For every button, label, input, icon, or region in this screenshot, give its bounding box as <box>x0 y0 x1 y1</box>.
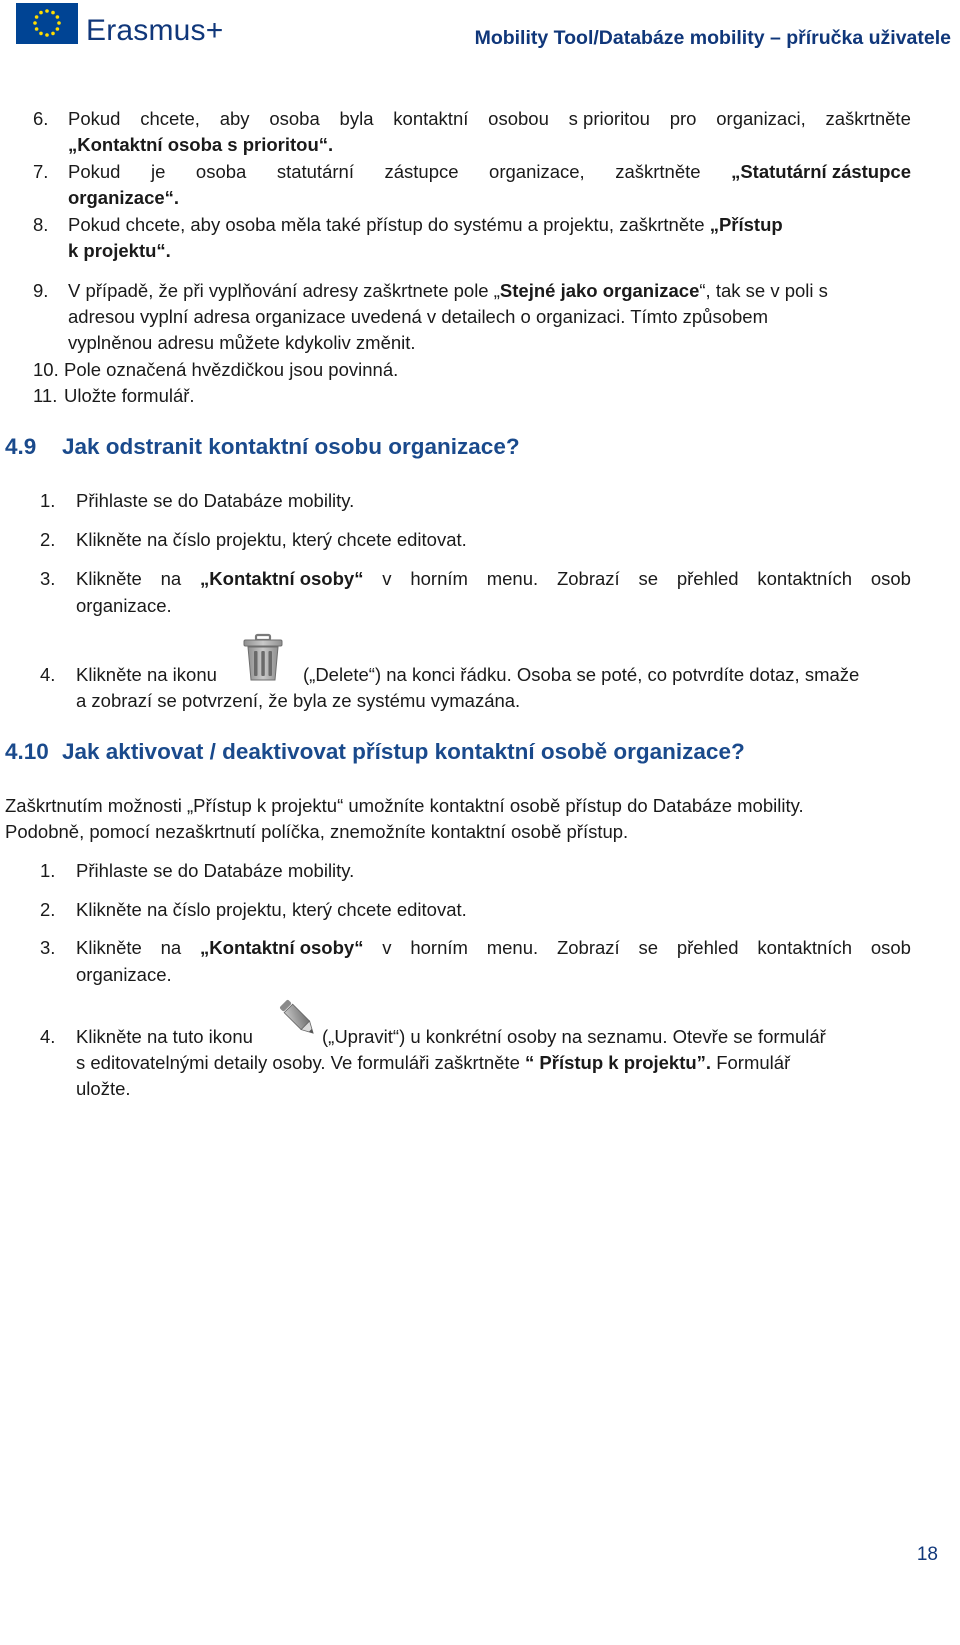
page-header <box>0 0 960 70</box>
punct: . <box>165 240 171 261</box>
list-line: vyplněnou adresu můžete kdykoliv změnit. <box>68 332 416 353</box>
list-number: 1. <box>40 860 56 881</box>
word: osobou <box>488 108 549 129</box>
list-number: 4. <box>40 664 56 685</box>
list-line <box>76 1049 790 1076</box>
word: menu. <box>486 568 539 589</box>
list-line: („Upravit“) u konkrétní osoby na seznamu. Otevře se formulář <box>322 1026 826 1047</box>
erasmus-brand: Erasmus+ <box>86 14 224 47</box>
list-line: Uložte formulář. <box>64 385 195 406</box>
list-line <box>76 934 911 961</box>
list-number: 1. <box>40 490 56 511</box>
punct: . <box>328 134 334 155</box>
word: Pokud <box>68 161 121 182</box>
intro-paragraph-line: Podobně, pomocí nezaškrtnutí políčka, znemožníte kontaktní osobě přístup. <box>5 821 629 842</box>
word: na <box>160 568 182 589</box>
list-text: Formulář <box>711 1052 791 1073</box>
word: s prioritou <box>568 108 650 129</box>
word: Zobrazí <box>556 568 620 589</box>
section-number: 4.9 <box>5 434 37 459</box>
bold-term: organizace“ <box>68 187 174 208</box>
list-line <box>68 277 828 304</box>
bold-term: „Kontaktní osoby“ <box>200 568 364 589</box>
list-line <box>68 131 333 158</box>
word: aby <box>219 108 250 129</box>
section-title: Jak aktivovat / deaktivovat přístup kontaktní osobě organizace? <box>62 739 745 764</box>
section-title: Jak odstranit kontaktní osobu organizace? <box>62 434 520 459</box>
list-line: organizace. <box>76 595 172 616</box>
list-line: Pole označená hvězdičkou jsou povinná. <box>64 359 399 380</box>
list-line <box>68 211 783 238</box>
word: kontaktních <box>757 937 852 958</box>
list-line <box>68 237 171 264</box>
list-line: uložte. <box>76 1078 131 1099</box>
header-title: Mobility Tool/Databáze mobility – příručka uživatele <box>474 27 951 49</box>
word: v <box>382 568 392 589</box>
list-line: Přihlaste se do Databáze mobility. <box>76 860 355 881</box>
word: osoba <box>195 161 247 182</box>
word: Zobrazí <box>556 937 620 958</box>
section-heading-4-9 <box>5 434 520 460</box>
page-number: 18 <box>916 1544 938 1565</box>
list-number: 11. <box>33 385 58 406</box>
word: je <box>150 161 166 182</box>
list-line <box>76 565 911 592</box>
word: chcete, <box>140 108 200 129</box>
bold-term: Stejné jako organizace <box>499 280 700 301</box>
word: na <box>160 937 182 958</box>
list-text: “, tak se v poli s <box>699 280 828 301</box>
word: kontaktních <box>757 568 852 589</box>
list-number: 7. <box>33 161 49 182</box>
list-number: 8. <box>33 214 49 235</box>
word: kontaktní <box>393 108 469 129</box>
list-number: 3. <box>40 568 56 589</box>
list-number: 3. <box>40 937 56 958</box>
word: byla <box>339 108 374 129</box>
section-heading-4-10 <box>5 739 745 765</box>
word: přehled <box>676 937 739 958</box>
word: se <box>638 568 659 589</box>
list-line: Přihlaste se do Databáze mobility. <box>76 490 355 511</box>
bold-term: „Kontaktní osoby“ <box>200 937 364 958</box>
list-line <box>68 158 911 185</box>
pencil-icon <box>279 999 319 1039</box>
word: zaškrtněte <box>825 108 911 129</box>
word: v <box>382 937 392 958</box>
word: organizaci, <box>716 108 806 129</box>
trash-icon <box>240 632 286 684</box>
word: statutární <box>276 161 354 182</box>
list-number: 2. <box>40 529 56 550</box>
word: organizace, <box>489 161 585 182</box>
word: horním <box>410 568 468 589</box>
word: Pokud <box>68 108 121 129</box>
list-number: 2. <box>40 899 56 920</box>
list-text: Pokud chcete, aby osoba měla také přístup do systému a projektu, zaškrtněte <box>68 214 710 235</box>
section-number: 4.10 <box>5 739 49 764</box>
word: zaškrtněte <box>615 161 701 182</box>
word: menu. <box>486 937 539 958</box>
word: osob <box>870 568 911 589</box>
list-text: V případě, že při vyplňování adresy zaškrtnete pole „ <box>68 280 500 301</box>
bold-term: k projektu“ <box>68 240 166 261</box>
list-number: 10. <box>33 359 59 380</box>
intro-paragraph-line: Zaškrtnutím možnosti „Přístup k projektu“ umožníte kontaktní osobě přístup do Databáze mobility. <box>5 795 804 816</box>
word: přehled <box>676 568 739 589</box>
list-line: („Delete“) na konci řádku. Osoba se poté, co potvrdíte dotaz, smaže <box>303 664 860 685</box>
list-text: s editovatelnými detaily osoby. Ve formuláři zaškrtněte <box>76 1052 520 1073</box>
bold-term: „Kontaktní osoba s prioritou“ <box>68 134 329 155</box>
word: Klikněte <box>76 937 142 958</box>
word: horním <box>410 937 468 958</box>
list-line: Klikněte na ikonu <box>76 664 217 685</box>
list-number: 9. <box>33 280 49 301</box>
list-line <box>68 105 911 132</box>
word: osoba <box>269 108 320 129</box>
bold-term: „Statutární zástupce <box>731 161 911 182</box>
bold-term: “ Přístup k projektu”. <box>525 1052 712 1073</box>
punct: . <box>173 187 180 208</box>
list-number: 6. <box>33 108 49 129</box>
list-line: Klikněte na číslo projektu, který chcete editovat. <box>76 899 467 920</box>
eu-flag-icon <box>16 3 78 44</box>
word: zástupce <box>384 161 459 182</box>
word: Klikněte <box>76 568 142 589</box>
list-line <box>68 184 179 211</box>
word: se <box>638 937 659 958</box>
list-number: 4. <box>40 1026 56 1047</box>
list-line: Klikněte na číslo projektu, který chcete editovat. <box>76 529 467 550</box>
list-line: organizace. <box>76 964 172 985</box>
list-line: Klikněte na tuto ikonu <box>76 1026 253 1047</box>
word: pro <box>669 108 697 129</box>
list-line: adresou vyplní adresa organizace uvedená v detailech o organizaci. Tímto způsobem <box>68 306 768 327</box>
list-line: a zobrazí se potvrzení, že byla ze systému vymazána. <box>76 690 521 711</box>
bold-term: „Přístup <box>709 214 783 235</box>
word: osob <box>870 937 911 958</box>
